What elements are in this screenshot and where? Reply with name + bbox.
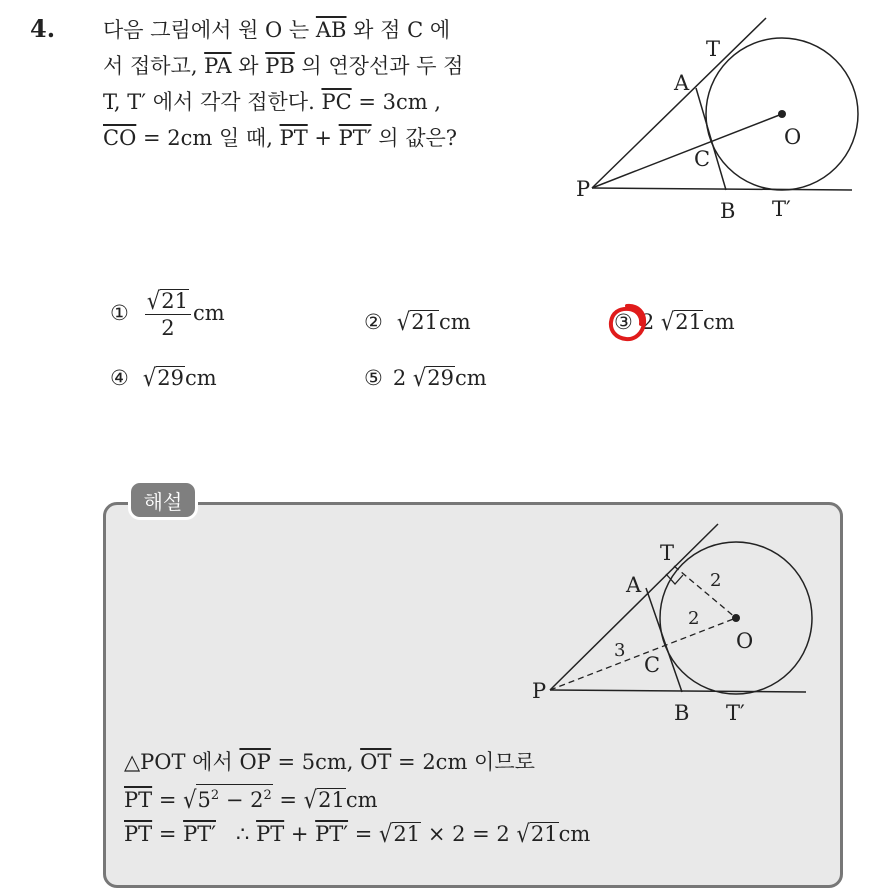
label-t: T bbox=[706, 37, 721, 61]
s2-pt: $\overline{PT}$ bbox=[124, 788, 153, 812]
solution-line-pt-prime bbox=[550, 690, 806, 692]
s1a: △POT 에서 bbox=[124, 750, 240, 774]
s2-minus: − 2 bbox=[219, 788, 264, 812]
s2-unit: cm bbox=[345, 788, 378, 812]
solution-label-a: A bbox=[626, 573, 642, 597]
choice-1-fraction: $\frac{√21}{2}$ bbox=[145, 288, 191, 341]
question-line-2 bbox=[103, 48, 543, 84]
choice-5[interactable]: ⑤ 2 √29cm bbox=[364, 364, 487, 392]
choice-2-unit: cm bbox=[438, 310, 471, 334]
choice-3[interactable]: ③ 2 √21cm bbox=[614, 308, 735, 336]
q4b: 의 값은? bbox=[371, 126, 458, 150]
choice-5-coef: 2 bbox=[392, 366, 407, 390]
choice-3-unit: cm bbox=[703, 310, 735, 334]
question-number: 4. bbox=[30, 14, 56, 43]
segment-ot: $\overline{OT}$ bbox=[360, 750, 392, 774]
choice-1-unit: cm bbox=[192, 301, 225, 325]
s3-therefore: ∴ bbox=[216, 822, 257, 846]
label-b: B bbox=[720, 199, 736, 223]
s3-pt4: PT′ bbox=[315, 822, 349, 846]
length-to: 2 bbox=[710, 570, 722, 591]
solution-label-t-prime: T′ bbox=[726, 701, 745, 725]
s2-radical bbox=[196, 784, 272, 811]
choice-4[interactable]: ④ √29cm bbox=[110, 364, 217, 392]
q2c: 의 연장선과 두 점 bbox=[294, 54, 464, 78]
choice-4-unit: cm bbox=[184, 366, 217, 390]
solution-line-to bbox=[674, 566, 736, 618]
q1a: 다음 그림에서 원 O 는 bbox=[103, 18, 316, 42]
segment-ab: $\overline{AB}$ bbox=[315, 18, 347, 42]
segment-pc: $\overline{PC}$ bbox=[321, 90, 352, 114]
answer-mark-circle bbox=[604, 300, 650, 346]
question-line-1 bbox=[103, 12, 543, 48]
q4a: = 2cm 일 때, bbox=[136, 126, 280, 150]
choice-5-radicand: 29 bbox=[427, 366, 455, 390]
choice-3-number: ③ bbox=[614, 310, 633, 334]
label-c: C bbox=[694, 147, 711, 171]
s3-eq: = bbox=[152, 822, 184, 846]
s2-exp-a: 2 bbox=[210, 788, 220, 803]
choice-5-unit: cm bbox=[455, 366, 487, 390]
label-o: O bbox=[784, 125, 802, 149]
choice-4-radicand: 29 bbox=[157, 366, 184, 390]
s3-rad2: 21 bbox=[530, 822, 558, 846]
choice-1-radicand: 21 bbox=[161, 289, 188, 313]
question-line-3 bbox=[103, 84, 543, 120]
solution-center-o bbox=[732, 614, 740, 622]
segment-pt-prime: PT′ bbox=[338, 126, 372, 150]
choice-3-coef: 2 bbox=[640, 310, 655, 334]
s3-unit: cm bbox=[558, 822, 591, 846]
center-point-o bbox=[778, 110, 786, 118]
solution-line-2: $\overline{PT} = √5^2 - 2^2 = √21cm$ bbox=[124, 784, 378, 812]
choice-4-number: ④ bbox=[110, 366, 129, 390]
choice-1[interactable] bbox=[110, 288, 225, 341]
tangent-circle-figure bbox=[570, 10, 870, 230]
solution-label-o: O bbox=[736, 629, 754, 653]
label-p: P bbox=[576, 177, 591, 201]
solution-tag: 해설 bbox=[128, 480, 198, 520]
label-a: A bbox=[674, 71, 690, 95]
s3-times: × 2 = 2 bbox=[421, 822, 517, 846]
q1b: 와 점 C 에 bbox=[346, 18, 451, 42]
label-t-prime: T′ bbox=[772, 197, 791, 221]
length-co: 2 bbox=[688, 608, 700, 629]
choice-5-number: ⑤ bbox=[364, 366, 383, 390]
s2-exp-b: 2 bbox=[263, 788, 272, 803]
line-pt bbox=[592, 18, 766, 188]
length-pc: 3 bbox=[614, 640, 626, 661]
choice-2[interactable]: ② √21cm bbox=[364, 308, 471, 336]
s1b: = 5cm, bbox=[270, 750, 361, 774]
q3a: T, T′ 에서 각각 접한다. bbox=[103, 90, 322, 114]
s2-base-a: 5 bbox=[197, 788, 211, 812]
solution-figure bbox=[524, 520, 824, 730]
solution-line-3: $\overline{PT} = PT'$ ∴ $\overline{PT} + PT' = √21 \times 2 = 2$ √21cm bbox=[124, 820, 591, 848]
s1c: = 2cm 이므로 bbox=[391, 750, 535, 774]
q4plus: + bbox=[307, 126, 339, 150]
q2a: 서 접하고, bbox=[103, 54, 205, 78]
s2-eq2: = bbox=[272, 788, 304, 812]
q2b: 와 bbox=[231, 54, 266, 78]
s2-eq: = bbox=[152, 788, 184, 812]
s3-pt3: $\overline{PT}$ bbox=[256, 822, 285, 846]
segment-co: $\overline{CO}$ bbox=[103, 126, 137, 150]
choice-2-radicand: 21 bbox=[411, 310, 438, 334]
line-ab bbox=[696, 88, 726, 190]
s2-rad: 21 bbox=[318, 788, 345, 812]
choice-2-number: ② bbox=[364, 310, 383, 334]
solution-line-pt bbox=[550, 524, 718, 690]
segment-pt: $\overline{PT}$ bbox=[279, 126, 308, 150]
choice-1-number: ① bbox=[110, 301, 129, 325]
s3-eq2: = bbox=[348, 822, 380, 846]
line-po bbox=[592, 114, 782, 188]
solution-label-t: T bbox=[660, 541, 675, 565]
s3-pt: $\overline{PT}$ bbox=[124, 822, 153, 846]
line-pt-prime bbox=[592, 188, 852, 190]
s3-plus: + bbox=[284, 822, 316, 846]
question-line-4 bbox=[103, 120, 543, 156]
segment-op: $\overline{OP}$ bbox=[239, 750, 271, 774]
s3-pt2: PT′ bbox=[183, 822, 216, 846]
s3-rad: 21 bbox=[393, 822, 421, 846]
solution-label-p: P bbox=[532, 679, 547, 703]
q3b: = 3cm , bbox=[351, 90, 441, 114]
solution-line-1 bbox=[124, 746, 535, 776]
choice-3-radicand: 21 bbox=[675, 310, 703, 334]
solution-label-c: C bbox=[644, 653, 661, 677]
segment-pa: $\overline{PA}$ bbox=[204, 54, 232, 78]
choice-1-denominator: 2 bbox=[161, 316, 175, 340]
solution-line-po bbox=[550, 618, 736, 690]
solution-label-b: B bbox=[674, 701, 690, 725]
segment-pb: $\overline{PB}$ bbox=[265, 54, 295, 78]
question-text bbox=[103, 12, 543, 156]
